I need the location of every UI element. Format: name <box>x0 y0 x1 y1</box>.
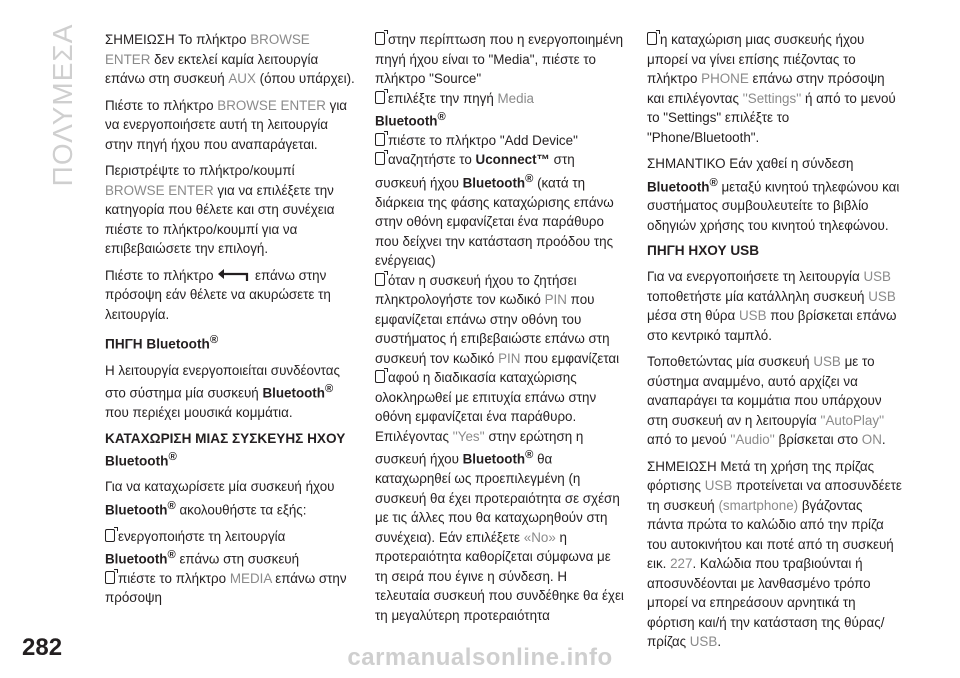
step-bullet-icon <box>647 32 657 45</box>
important-note: ΣΗΜΑΝΤΙΚΟ Εάν χαθεί η σύνδεση Bluetooth® μεταξύ κινητού τηλεφώνου και συστήματος συμβουλευτείτε το βιβλίο οδηγιών χρήσης του κινητού τηλεφώνου. <box>647 156 900 233</box>
step-bullet-icon <box>105 529 115 542</box>
step-bullet-icon <box>375 273 385 286</box>
step-bullet-icon <box>375 32 385 45</box>
paragraph: Η λειτουργία ενεργοποιείται συνδέοντας στο σύστημα μία συσκευή Bluetooth® που περιέχει μουσικά κομμάτια. <box>105 362 340 420</box>
column-2 <box>375 30 625 625</box>
paragraph: Για να καταχωρίσετε μία συσκευή ήχου Bluetooth® ακολουθήστε τα εξής: <box>105 479 335 517</box>
column-1 <box>105 30 355 608</box>
heading-usb-source: ΠΗΓΗ ΗΧΟΥ USB <box>647 243 760 259</box>
note-browse-aux: ΣΗΜΕΙΩΣΗ Το πλήκτρο BROWSE ENTER δεν εκτελεί καμία λειτουργία επάνω στη συσκευή AUX (όπου υπάρχει). <box>105 32 355 86</box>
list-item: πιέστε το πλήκτρο MEDIA επάνω στην πρόσοψη <box>105 570 347 606</box>
list-item: αφού η διαδικασία καταχώρισης ολοκληρωθεί με επιτυχία επάνω στην οθόνη εμφανίζεται ένα παράθυρο. Επιλέγοντας ''Yes'' στην ερώτηση η συσκευή ήχου Bluetooth® θα καταχωρηθεί ως προεπιλεγμένη (η συσκευή θα έχει προτεραιότητα σε σχέση με τις άλλες που θα καταχωρηθούν στη συνέχεια). Εάν επιλέξετε «No» η προτεραιότητα καθορίζεται σύμφωνα με τη σειρά που έγινε η σύνδεση. Η τελευταία συσκευή που συνδέθηκε θα έχει τη μεγαλύτερη προτεραιότητα <box>375 370 624 623</box>
list-item: αναζητήστε το Uconnect™ στη συσκευή ήχου Bluetooth® (κατά τη διάρκεια της φάσης καταχώρισης επάνω στην οθόνη εμφανίζεται ένα παράθυρο που δείχνει την κατάσταση προόδου της ενέργειας) <box>375 152 614 269</box>
section-title: ΠΟΛΥΜΕΣΑ <box>47 23 78 187</box>
list-item: όταν η συσκευή ήχου το ζητήσει πληκτρολογήστε τον κωδικό PIN που εμφανίζεται επάνω στην οθόνη του συστήματος ή επιβεβαιώστε επάνω στη συσκευή τον κωδικό PIN που εμφανίζεται <box>375 272 620 366</box>
step-bullet-icon <box>105 571 115 584</box>
paragraph: Τοποθετώντας μία συσκευή USB με το σύστημα αναμμένο, αυτό αρχίζει να αναπαράγει τα κομμάτια που υπάρχουν στη συσκευή αν η λειτουργία ''AutoPlay'' από το μενού ''Audio'' βρίσκεται στο ON. <box>647 354 886 448</box>
section-side-tab <box>38 20 88 190</box>
paragraph: Πιέστε το πλήκτρο επάνω στην πρόσοψη εάν θέλετε να ακυρώσετε τη λειτουργία. <box>105 267 331 322</box>
list-item: επιλέξτε την πηγή Media Bluetooth® <box>375 90 535 129</box>
step-bullet-icon <box>375 370 385 383</box>
page-number: 282 <box>22 634 63 661</box>
note-usb-disconnect: ΣΗΜΕΙΩΣΗ Μετά τη χρήση της πρίζας φόρτισης USB προτείνεται να αποσυνδέετε τη συσκευή (smartphone) βγάζοντας πάντα πρώτα το καλώδιο από την πρίζα του αυτοκινήτου και ποτέ από τη συσκευή εικ. 227. Καλώδια που τραβιούνται ή αποσυνδέονται με λανθασμένο τρόπο μπορεί να επηρεάσουν αρνητικά τη φόρτιση και/ή την κατάσταση της θύρας/πρίζας USB. <box>647 458 902 650</box>
paragraph: Για να ενεργοποιήσετε τη λειτουργία USB τοποθετήστε μία κατάλληλη συσκευή USB μέσα στη θύρα USB που βρίσκεται επάνω στο κεντρικό ταμπλό. <box>647 269 897 343</box>
list-item: στην περίπτωση που η ενεργοποιημένη πηγή ήχου είναι το "Media", πιέστε το πλήκτρο "Source" <box>375 32 624 86</box>
list-item: η καταχώριση μιας συσκευής ήχου μπορεί να γίνει επίσης πιέζοντας το πλήκτρο PHONE επάνω στην πρόσοψη και επιλέγοντας ''Settings'' ή από το μενού το "Settings" επιλέξτε το "Phone/Bluetooth". <box>647 32 896 145</box>
paragraph: Πιέστε το πλήκτρο BROWSE ENTER για να ενεργοποιήσετε αυτή τη λειτουργία στην πηγή ήχου που αναπαράγεται. <box>105 97 348 152</box>
step-bullet-icon <box>375 152 385 165</box>
paragraph: Περιστρέψτε το πλήκτρο/κουμπί BROWSE ENTER για να επιλέξετε την κατηγορία που θέλετε και στη συνέχεια πιέστε το πλήκτρο/κουμπί για να επιβεβαιώσετε την επιλογή. <box>105 163 335 256</box>
list-item: πιέστε το πλήκτρο "Add Device" <box>375 131 625 151</box>
step-bullet-icon <box>375 133 385 146</box>
back-arrow-icon <box>217 268 251 282</box>
heading-register-device: ΚΑΤΑΧΩΡΙΣΗ ΜΙΑΣ ΣΥΣΚΕΥΗΣ ΗΧΟΥ Bluetooth® <box>105 430 346 469</box>
watermark: carmanualsonline.info <box>347 644 613 671</box>
heading-bluetooth-source: ΠΗΓΗ Bluetooth® <box>105 334 219 352</box>
list-item: ενεργοποιήστε τη λειτουργία Bluetooth® επάνω στη συσκευή <box>105 528 300 567</box>
step-bullet-icon <box>375 91 385 104</box>
column-3 <box>647 30 902 659</box>
